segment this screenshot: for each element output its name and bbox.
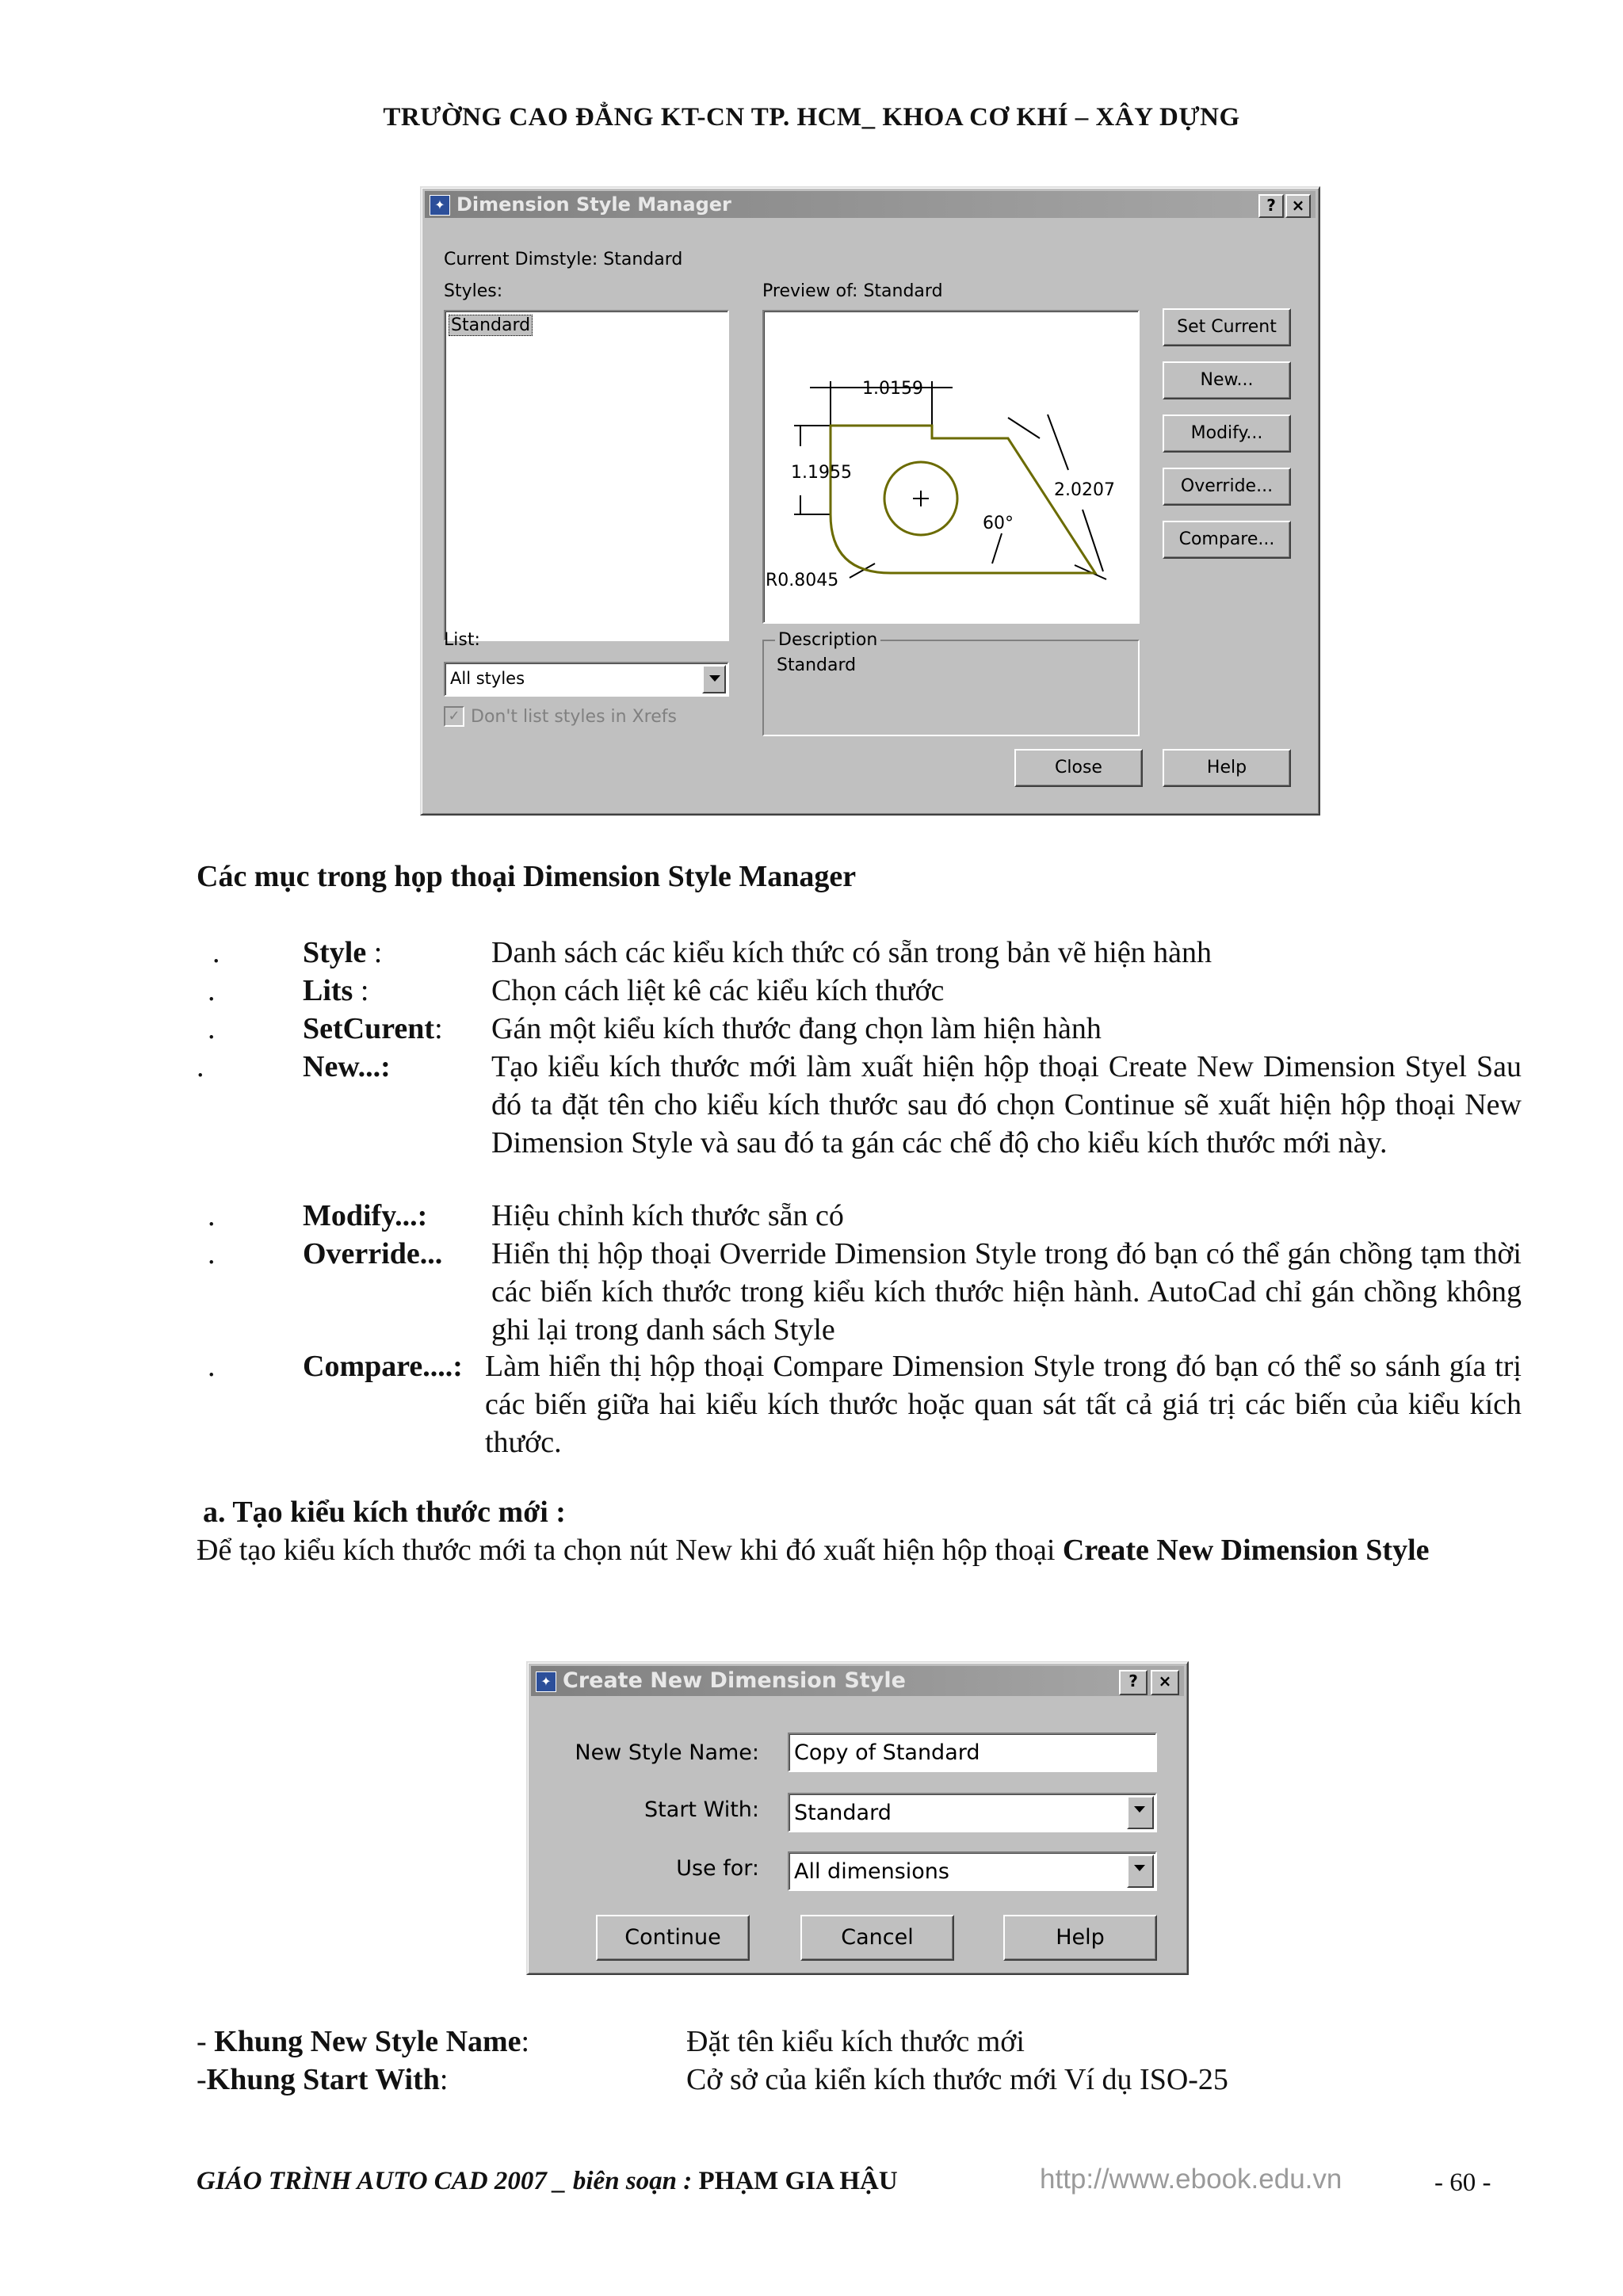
help-button[interactable]: Help xyxy=(1003,1915,1157,1961)
item-term-row xyxy=(303,934,382,972)
override-button[interactable]: Override... xyxy=(1163,468,1291,506)
use-for-label: Use for: xyxy=(676,1856,759,1881)
description-label: Description xyxy=(775,630,880,650)
continue-button[interactable]: Continue xyxy=(596,1915,750,1961)
subsection-title: . Tạo kiểu kích thước mới : xyxy=(218,1496,566,1529)
create-new-dimension-style-dialog xyxy=(526,1661,1189,1975)
item-desc: Danh sách các kiểu kích thức có sẵn trong bản vẽ hiện hành xyxy=(491,936,1212,969)
item-bullet: . xyxy=(197,1050,204,1083)
field-name: Khung New Style Name xyxy=(214,2025,521,2058)
preview-dim-left: 1.1955 xyxy=(791,463,852,483)
styles-list-item[interactable]: Standard xyxy=(449,315,533,336)
item-term: Override... xyxy=(303,1237,443,1270)
subsection-label: a xyxy=(203,1496,218,1529)
help-button[interactable]: Help xyxy=(1163,749,1291,787)
item-term: Style xyxy=(303,936,367,969)
field-colon: : xyxy=(439,2063,449,2096)
item-term: Compare....: xyxy=(303,1350,463,1383)
start-with-combobox[interactable] xyxy=(788,1793,1157,1832)
new-button[interactable]: New... xyxy=(1163,361,1291,399)
preview-dim-right: 2.0207 xyxy=(1054,480,1115,500)
footer-title: GIÁO TRÌNH AUTO CAD 2007 _ biên soạn : xyxy=(197,2167,699,2195)
field-prefix: - xyxy=(197,2063,207,2096)
footer-url[interactable]: http://www.ebook.edu.vn xyxy=(1040,2164,1342,2195)
dialog-title: Dimension Style Manager xyxy=(456,193,731,216)
item-bullet: . xyxy=(208,1199,216,1232)
item-bullet: . xyxy=(212,936,220,969)
footer-author: PHẠM GIA HẬU xyxy=(698,2167,898,2195)
item-bullet: . xyxy=(208,1350,216,1383)
item-term: SetCurent xyxy=(303,1012,435,1045)
dimension-style-manager-dialog xyxy=(420,186,1320,816)
new-style-name-value: Copy of Standard xyxy=(794,1740,980,1765)
item-bullet: . xyxy=(208,1012,216,1045)
field-colon: : xyxy=(521,2025,530,2058)
item-term: Modify...: xyxy=(303,1199,428,1232)
subsection-heading xyxy=(203,1493,566,1531)
page-header: TRƯỜNG CAO ĐẲNG KT-CN TP. HCM_ KHOA CƠ KHÍ – XÂY DỰNG xyxy=(383,103,1240,132)
use-for-combobox[interactable] xyxy=(788,1851,1157,1891)
cancel-button[interactable]: Cancel xyxy=(800,1915,954,1961)
field-row xyxy=(197,2023,529,2061)
modify-button[interactable]: Modify... xyxy=(1163,415,1291,453)
item-term-row xyxy=(303,972,369,1010)
section-heading: Các mục trong họp thoại Dimension Style Manager xyxy=(197,860,857,893)
use-for-value: All dimensions xyxy=(794,1859,949,1884)
item-bullet: . xyxy=(208,974,216,1007)
item-bullet: . xyxy=(208,1237,216,1270)
footer-left xyxy=(197,2167,898,2196)
item-term: Lits xyxy=(303,974,353,1007)
dialog-titlebar[interactable] xyxy=(531,1666,1184,1696)
close-button[interactable]: Close xyxy=(1014,749,1143,787)
close-icon[interactable]: × xyxy=(1151,1670,1179,1695)
item-sep: : xyxy=(434,1012,443,1045)
item-desc: Chọn cách liệt kê các kiểu kích thước xyxy=(491,974,945,1007)
item-sep: : xyxy=(366,936,383,969)
start-with-value: Standard xyxy=(794,1801,892,1825)
subsection-para-text: Để tạo kiểu kích thước mới ta chọn nút New khi đó xuất hiện hộp thoại xyxy=(197,1534,1063,1567)
item-desc: Làm hiển thị hộp thoại Compare Dimension Style trong đó bạn có thể so sánh gía trị các biến giữa hai kiểu kích thước hoặc quan sát tất cả giá trị các biến của kiểu kích thước. xyxy=(485,1350,1522,1459)
list-combobox-value: All styles xyxy=(450,669,525,688)
subsection-para-bold: Create New Dimension Style xyxy=(1062,1534,1430,1567)
preview-radius: R0.8045 xyxy=(766,571,839,590)
chevron-down-icon[interactable] xyxy=(1127,1855,1154,1888)
dont-list-xrefs-label: Don't list styles in Xrefs xyxy=(471,707,677,727)
dialog-title: Create New Dimension Style xyxy=(563,1668,906,1693)
set-current-button[interactable]: Set Current xyxy=(1163,308,1291,346)
field-desc: Đặt tên kiểu kích thước mới xyxy=(686,2025,1025,2058)
preview-label: Preview of: Standard xyxy=(762,281,943,301)
app-icon: ✦ xyxy=(430,195,450,216)
preview-angle: 60° xyxy=(983,514,1014,533)
item-term: New...: xyxy=(303,1050,391,1083)
preview-dim-top: 1.0159 xyxy=(862,379,923,399)
field-name: Khung Start With xyxy=(206,2063,440,2096)
item-desc: Tạo kiểu kích thước mới làm xuất hiện hộp thoại Create New Dimension Styel Sau đó ta đặt tên cho kiểu kích thước sau đó chọn Continue sẽ xuất hiện hộp thoại New Dimension Style và sau đó ta gán các chế độ cho kiểu kích thước mới này. xyxy=(491,1050,1522,1159)
new-style-name-input[interactable] xyxy=(788,1733,1157,1772)
field-desc: Cở sở của kiển kích thước mới Ví dụ ISO-25 xyxy=(686,2063,1228,2096)
preview-panel xyxy=(762,310,1140,624)
item-sep: : xyxy=(353,974,369,1007)
app-icon: ✦ xyxy=(536,1671,556,1692)
styles-listbox[interactable] xyxy=(444,310,729,641)
description-value: Standard xyxy=(777,655,857,675)
item-desc: Hiệu chỉnh kích thước sẵn có xyxy=(491,1199,844,1232)
field-prefix: - xyxy=(197,2025,215,2058)
compare-button[interactable]: Compare... xyxy=(1163,521,1291,559)
list-label: List: xyxy=(444,630,480,650)
preview-drawing xyxy=(764,311,1138,622)
help-icon[interactable]: ? xyxy=(1119,1670,1148,1695)
description-groupbox xyxy=(762,630,1140,736)
field-row xyxy=(197,2061,448,2099)
chevron-down-icon[interactable] xyxy=(1127,1796,1154,1829)
dont-list-xrefs-checkbox: ✓ xyxy=(444,706,464,727)
item-desc: Hiển thị hộp thoại Override Dimension Style trong đó bạn có thể gán chồng tạm thời các biến kích thước trong kiểu kích thước hiện hành. AutoCad chỉ gán chồng không ghi lại trong danh sách Style xyxy=(491,1237,1522,1347)
start-with-label: Start With: xyxy=(644,1797,759,1822)
item-term-row xyxy=(303,1010,443,1048)
help-icon[interactable]: ? xyxy=(1258,194,1284,218)
current-dimstyle-label: Current Dimstyle: Standard xyxy=(444,250,683,269)
new-style-name-label: New Style Name: xyxy=(575,1740,759,1765)
page-number: - 60 - xyxy=(1434,2168,1491,2197)
close-icon[interactable]: × xyxy=(1285,194,1311,218)
subsection-paragraph xyxy=(197,1531,1522,1569)
chevron-down-icon[interactable] xyxy=(702,665,726,693)
list-combobox[interactable] xyxy=(444,662,729,697)
dialog-titlebar[interactable] xyxy=(425,191,1316,218)
item-desc: Gán một kiểu kích thước đang chọn làm hiện hành xyxy=(491,1012,1102,1045)
styles-label: Styles: xyxy=(444,281,503,301)
